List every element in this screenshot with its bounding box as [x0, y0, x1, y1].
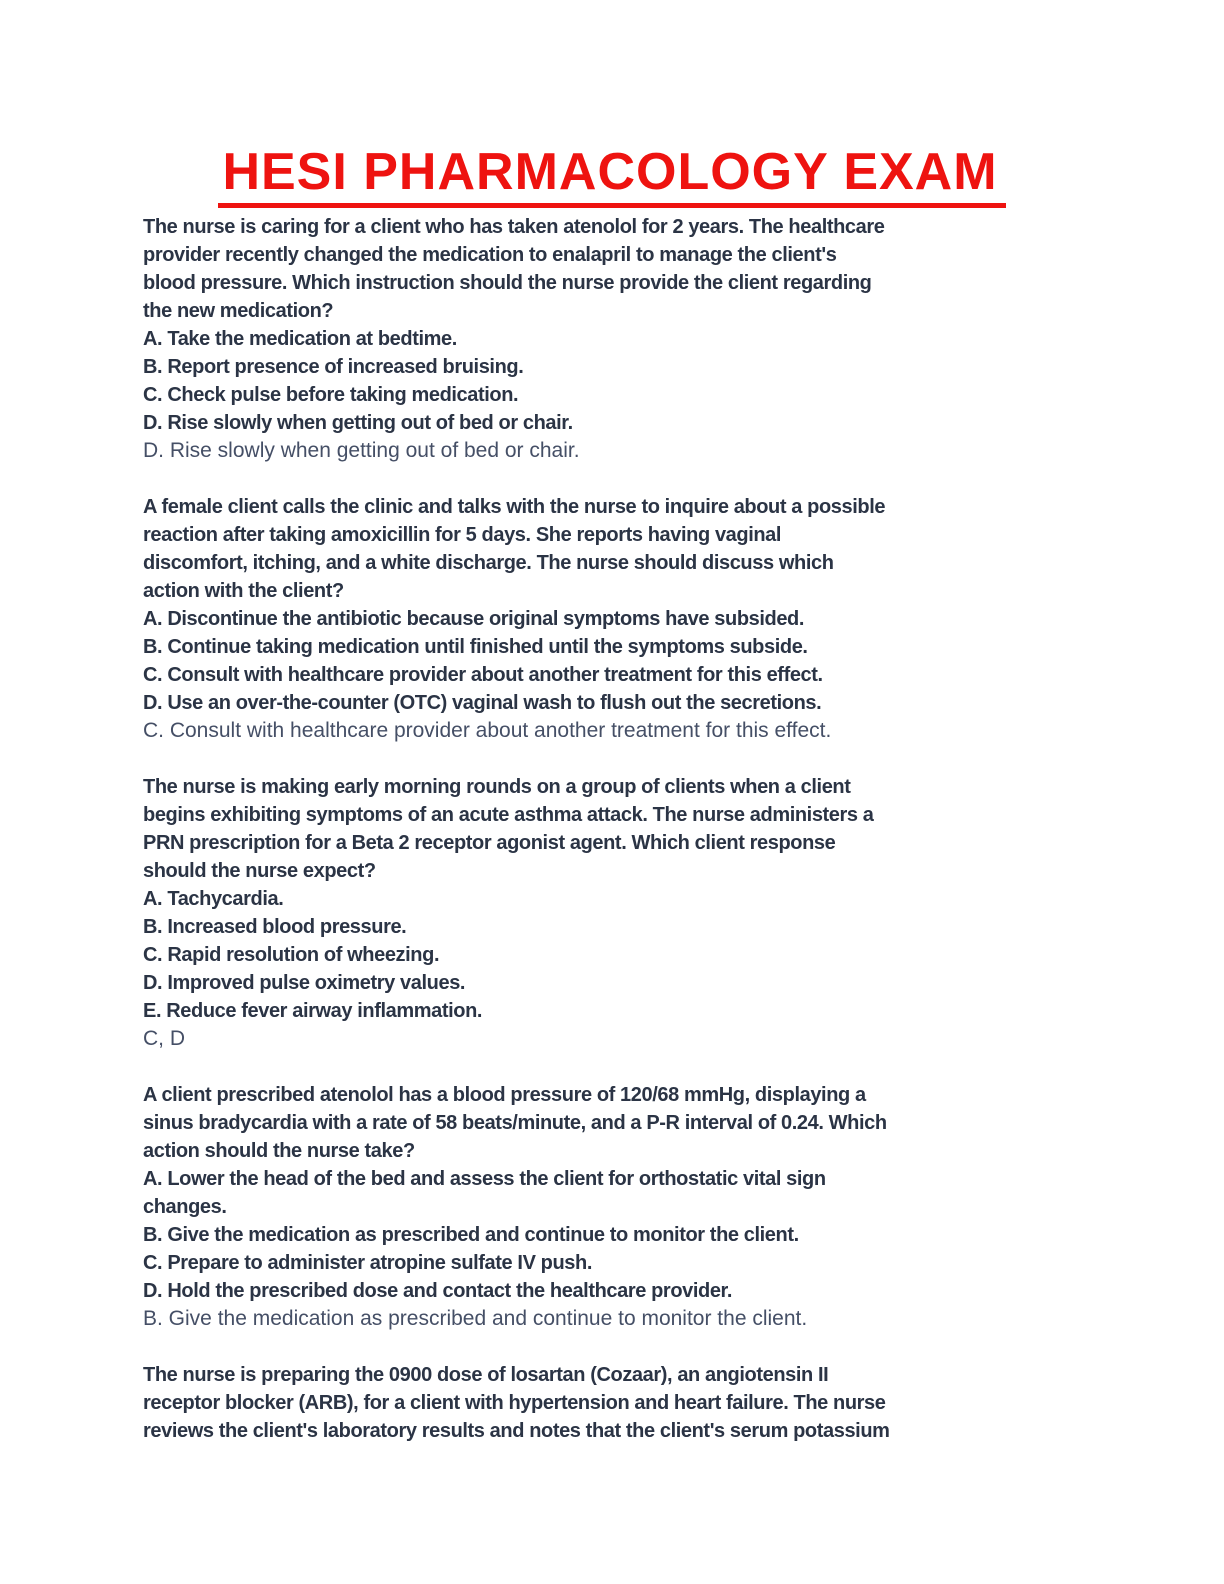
question-text-line: A client prescribed atenolol has a blood pressure of 120/68 mmHg, displaying a	[143, 1084, 866, 1106]
option-line: B. Give the medication as prescribed and continue to monitor the client.	[143, 1224, 799, 1246]
question-text-line: should the nurse expect?	[143, 860, 376, 882]
option-line: A. Discontinue the antibiotic because original symptoms have subsided.	[143, 608, 805, 630]
option-line: A. Lower the head of the bed and assess the client for orthostatic vital sign	[143, 1168, 826, 1190]
question-text-line: PRN prescription for a Beta 2 receptor agonist agent. Which client response	[143, 832, 836, 854]
option-line: B. Continue taking medication until finished until the symptoms subside.	[143, 636, 808, 658]
question-block	[143, 213, 1081, 465]
question-text-line: action with the client?	[143, 580, 344, 602]
option-line: C. Consult with healthcare provider about another treatment for this effect.	[143, 664, 823, 686]
question-text-line: begins exhibiting symptoms of an acute asthma attack. The nurse administers a	[143, 804, 874, 826]
option-line: B. Report presence of increased bruising.	[143, 356, 524, 378]
option-line: changes.	[143, 1196, 227, 1218]
option-line: D. Hold the prescribed dose and contact the healthcare provider.	[143, 1280, 732, 1302]
option-line: D. Improved pulse oximetry values.	[143, 972, 466, 994]
answer-line: C, D	[143, 1027, 185, 1050]
option-line: D. Use an over-the-counter (OTC) vaginal wash to flush out the secretions.	[143, 692, 822, 714]
question-text-line: blood pressure. Which instruction should the nurse provide the client regarding	[143, 272, 872, 294]
question-text-line: provider recently changed the medication to enalapril to manage the client's	[143, 244, 837, 266]
option-line: A. Take the medication at bedtime.	[143, 328, 457, 350]
questions-container	[143, 213, 1081, 1445]
option-line: C. Rapid resolution of wheezing.	[143, 944, 440, 966]
question-text-line: reaction after taking amoxicillin for 5 days. She reports having vaginal	[143, 524, 782, 546]
question-block	[143, 493, 1081, 745]
question-block	[143, 773, 1081, 1053]
question-text-line: receptor blocker (ARB), for a client with hypertension and heart failure. The nurse	[143, 1392, 886, 1414]
answer-line: B. Give the medication as prescribed and continue to monitor the client.	[143, 1307, 808, 1330]
option-line: E. Reduce fever airway inflammation.	[143, 1000, 483, 1022]
question-block	[143, 1081, 1081, 1333]
option-line: C. Prepare to administer atropine sulfate IV push.	[143, 1252, 592, 1274]
option-line: D. Rise slowly when getting out of bed or chair.	[143, 412, 573, 434]
option-line: A. Tachycardia.	[143, 888, 284, 910]
question-text-line: discomfort, itching, and a white discharge. The nurse should discuss which	[143, 552, 834, 574]
question-text-line: reviews the client's laboratory results and notes that the client's serum potassium	[143, 1420, 890, 1442]
option-line: B. Increased blood pressure.	[143, 916, 407, 938]
answer-line: D. Rise slowly when getting out of bed or chair.	[143, 439, 580, 462]
question-text-line: The nurse is preparing the 0900 dose of losartan (Cozaar), an angiotensin II	[143, 1364, 829, 1386]
question-text-line: the new medication?	[143, 300, 334, 322]
answer-line: C. Consult with healthcare provider about another treatment for this effect.	[143, 719, 832, 742]
question-text-line: The nurse is caring for a client who has taken atenolol for 2 years. The healthcare	[143, 216, 885, 238]
question-text-line: action should the nurse take?	[143, 1140, 415, 1162]
question-text-line: The nurse is making early morning rounds on a group of clients when a client	[143, 776, 851, 798]
page-title-text: HESI PHARMACOLOGY EXAM	[218, 144, 1005, 208]
question-text-line: sinus bradycardia with a rate of 58 beats/minute, and a P-R interval of 0.24. Which	[143, 1112, 887, 1134]
question-block	[143, 1361, 1081, 1445]
option-line: C. Check pulse before taking medication.	[143, 384, 519, 406]
page-title	[143, 144, 1081, 213]
question-text-line: A female client calls the clinic and talks with the nurse to inquire about a possible	[143, 496, 886, 518]
